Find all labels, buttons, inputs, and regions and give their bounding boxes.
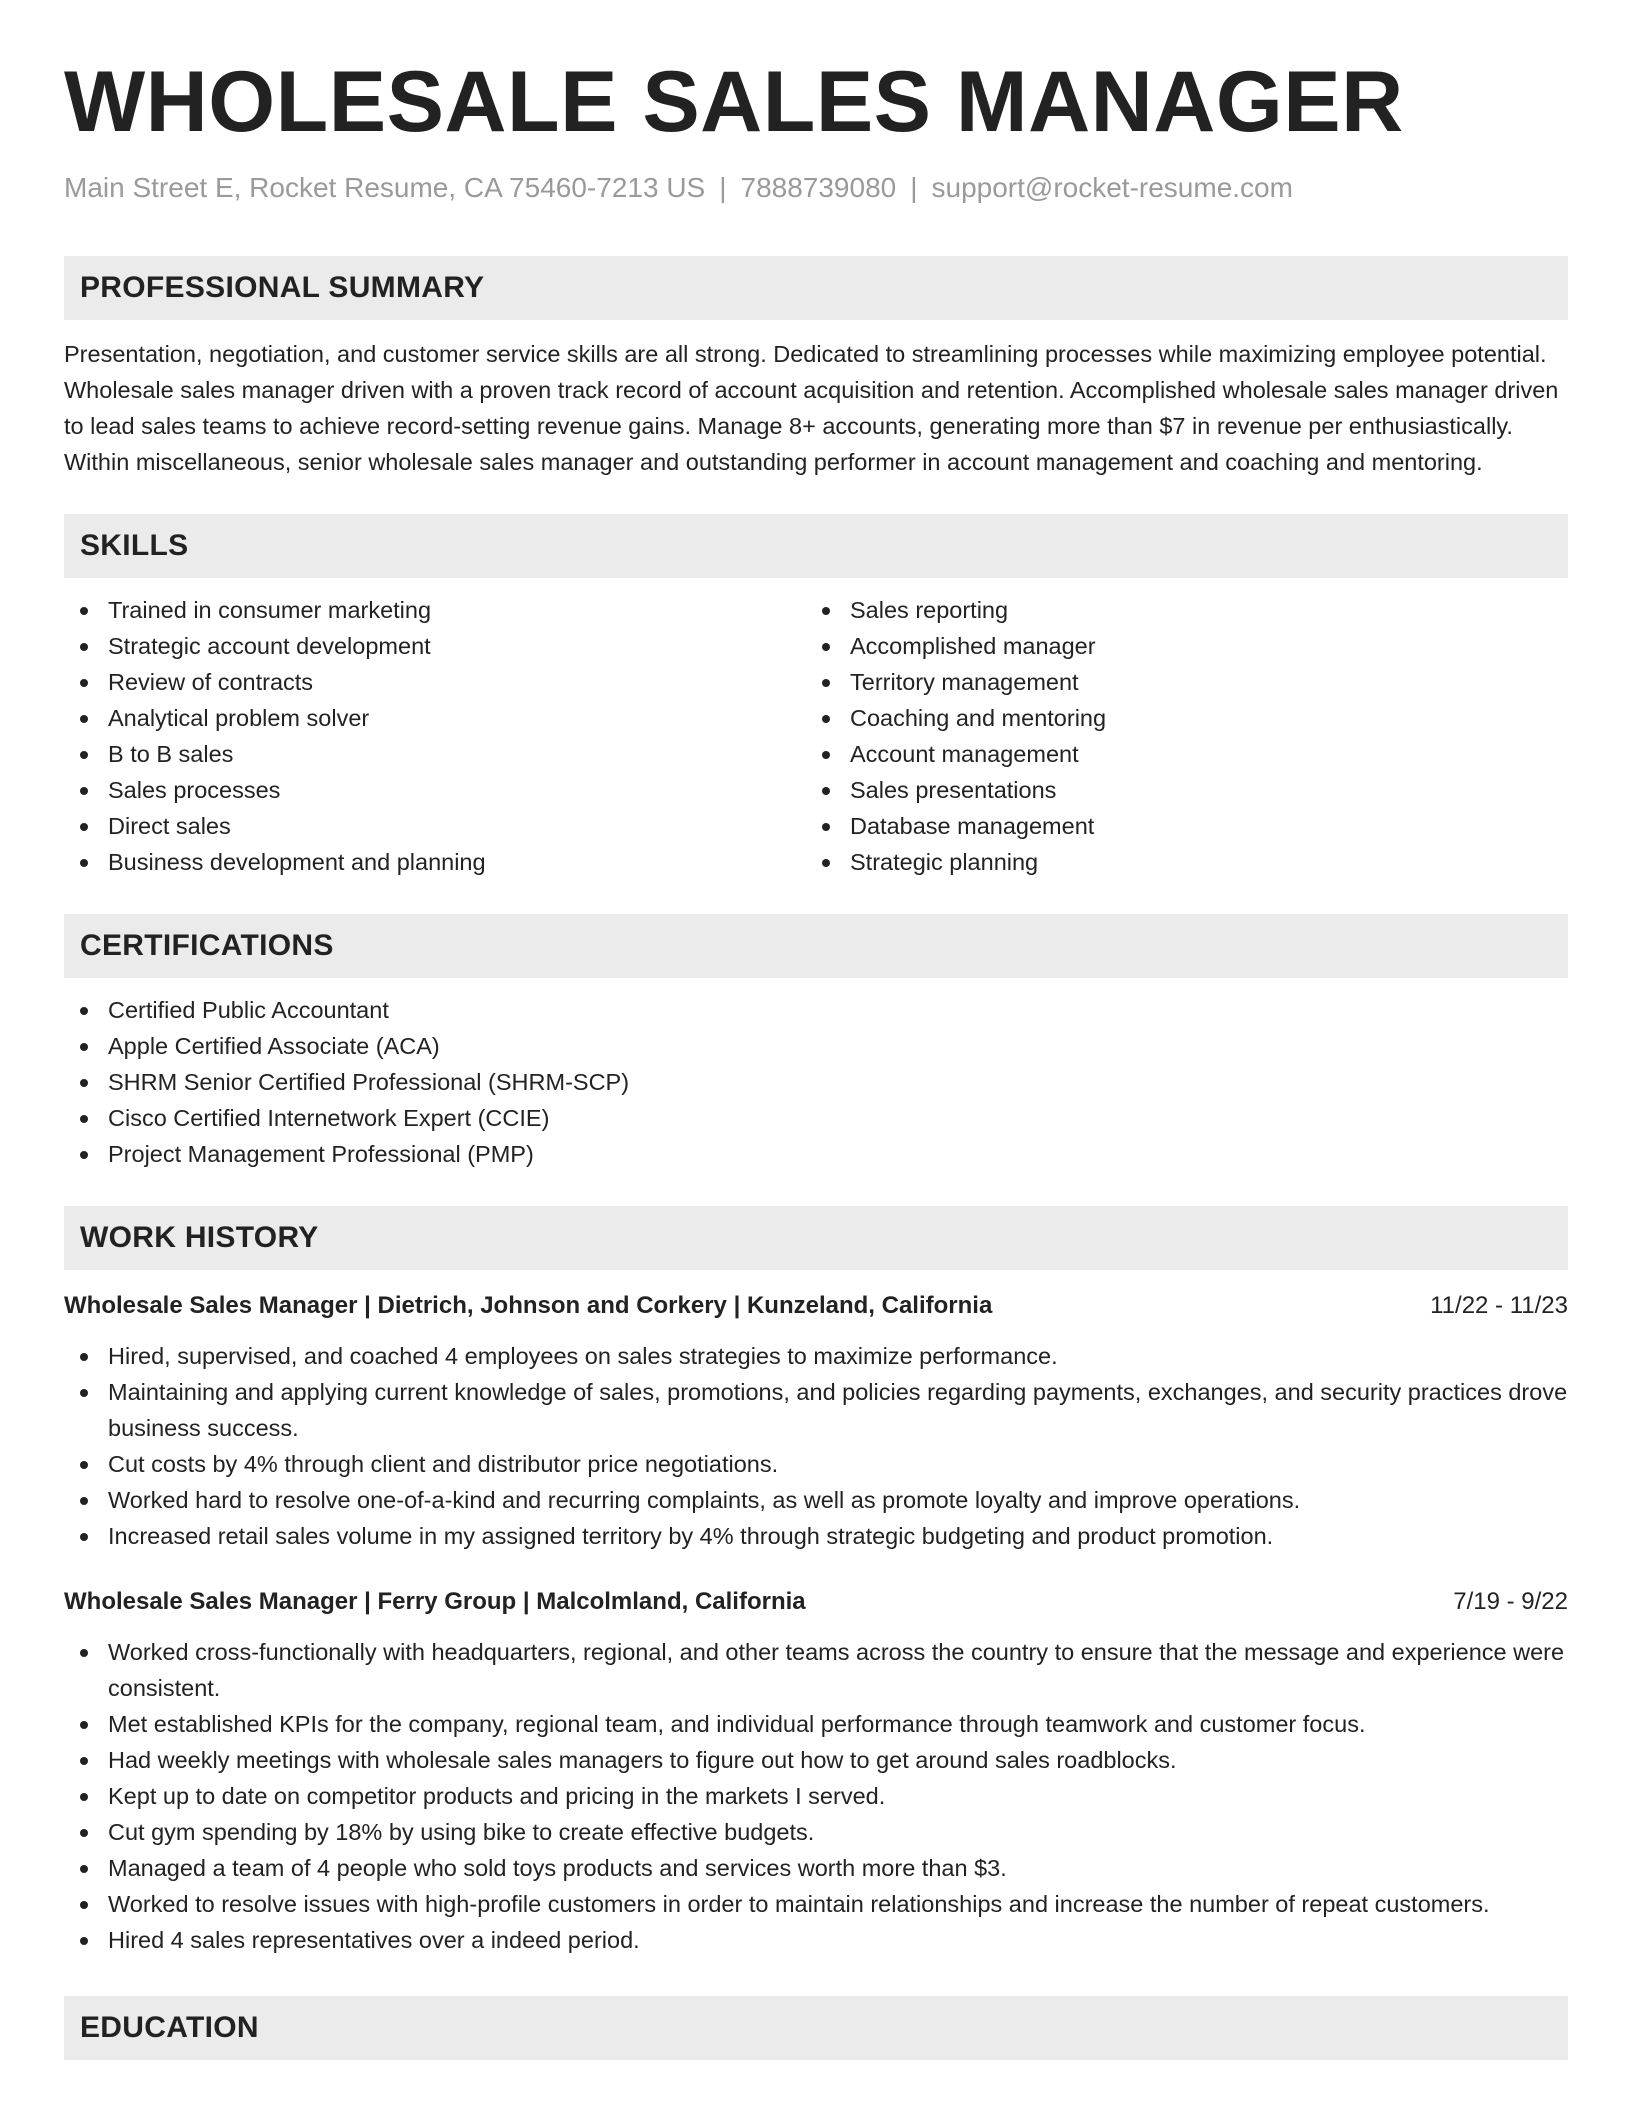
job-title: Wholesale Sales Manager | Ferry Group | Malcolmland, California bbox=[64, 1588, 806, 1615]
resume-page bbox=[64, 0, 1568, 2060]
skill-item: Strategic account development bbox=[64, 628, 806, 664]
certification-item: SHRM Senior Certified Professional (SHRM-SCP) bbox=[64, 1064, 1568, 1100]
skill-item: Sales presentations bbox=[806, 772, 1548, 808]
skills-grid bbox=[64, 592, 1568, 880]
certification-item: Project Management Professional (PMP) bbox=[64, 1136, 1568, 1172]
section-heading-summary: PROFESSIONAL SUMMARY bbox=[64, 256, 1568, 320]
job-bullet: Worked hard to resolve one-of-a-kind and recurring complaints, as well as promote loyalty and improve operations. bbox=[64, 1482, 1568, 1518]
contact-address: Main Street E, Rocket Resume, CA 75460-7213 US bbox=[64, 172, 706, 203]
job-bullet: Hired, supervised, and coached 4 employees on sales strategies to maximize performance. bbox=[64, 1338, 1568, 1374]
section-heading-skills: SKILLS bbox=[64, 514, 1568, 578]
job-entry bbox=[64, 1288, 1568, 1554]
skill-item: Account management bbox=[806, 736, 1548, 772]
certification-item: Apple Certified Associate (ACA) bbox=[64, 1028, 1568, 1064]
skill-item: Sales reporting bbox=[806, 592, 1548, 628]
skill-item: Review of contracts bbox=[64, 664, 806, 700]
job-bullet: Cut gym spending by 18% by using bike to create effective budgets. bbox=[64, 1814, 1568, 1850]
job-bullet: Met established KPIs for the company, regional team, and individual performance through teamwork and customer focus. bbox=[64, 1706, 1568, 1742]
job-bullet: Hired 4 sales representatives over a indeed period. bbox=[64, 1922, 1568, 1958]
certification-item: Cisco Certified Internetwork Expert (CCIE) bbox=[64, 1100, 1568, 1136]
job-bullet: Maintaining and applying current knowledge of sales, promotions, and policies regarding payments, exchanges, and security practices drove business success. bbox=[64, 1374, 1568, 1446]
job-bullet: Worked to resolve issues with high-profile customers in order to maintain relationships and increase the number of repeat customers. bbox=[64, 1886, 1568, 1922]
skill-item: B to B sales bbox=[64, 736, 806, 772]
skill-item: Trained in consumer marketing bbox=[64, 592, 806, 628]
skill-item: Analytical problem solver bbox=[64, 700, 806, 736]
section-heading-certifications: CERTIFICATIONS bbox=[64, 914, 1568, 978]
skill-item: Database management bbox=[806, 808, 1548, 844]
skill-item: Sales processes bbox=[64, 772, 806, 808]
certification-item: Certified Public Accountant bbox=[64, 992, 1568, 1028]
skill-item: Coaching and mentoring bbox=[806, 700, 1548, 736]
job-dates: 7/19 - 9/22 bbox=[1453, 1588, 1568, 1615]
job-dates: 11/22 - 11/23 bbox=[1430, 1292, 1568, 1319]
skills-list-right bbox=[806, 592, 1548, 880]
job-bullet: Cut costs by 4% through client and distributor price negotiations. bbox=[64, 1446, 1568, 1482]
job-bullet: Increased retail sales volume in my assigned territory by 4% through strategic budgeting and product promotion. bbox=[64, 1518, 1568, 1554]
certifications-list bbox=[64, 992, 1568, 1172]
job-title: Wholesale Sales Manager | Dietrich, Johnson and Corkery | Kunzeland, California bbox=[64, 1292, 993, 1319]
job-header bbox=[64, 1584, 1568, 1620]
skills-list-left bbox=[64, 592, 806, 880]
skill-item: Business development and planning bbox=[64, 844, 806, 880]
section-heading-work-history: WORK HISTORY bbox=[64, 1206, 1568, 1270]
job-bullet: Had weekly meetings with wholesale sales managers to figure out how to get around sales roadblocks. bbox=[64, 1742, 1568, 1778]
job-bullets bbox=[64, 1634, 1568, 1958]
contact-line bbox=[64, 170, 1568, 206]
skill-item: Direct sales bbox=[64, 808, 806, 844]
skill-item: Accomplished manager bbox=[806, 628, 1548, 664]
job-entry bbox=[64, 1584, 1568, 1958]
summary-text: Presentation, negotiation, and customer service skills are all strong. Dedicated to streamlining processes while maximizing employee potential. Wholesale sales manager driven with a proven track record of account acquisition and retention. Accomplished wholesale sales manager driven to lead sales teams to achieve record-setting revenue gains. Manage 8+ accounts, generating more than $7 in revenue per enthusiastically. Within miscellaneous, senior wholesale sales manager and outstanding performer in account management and coaching and mentoring. bbox=[64, 341, 1559, 475]
job-bullets bbox=[64, 1338, 1568, 1554]
contact-separator: | bbox=[719, 172, 727, 203]
skills-column-left bbox=[64, 592, 806, 880]
contact-separator: | bbox=[910, 172, 918, 203]
job-bullet: Kept up to date on competitor products and pricing in the markets I served. bbox=[64, 1778, 1568, 1814]
section-heading-education: EDUCATION bbox=[64, 1996, 1568, 2060]
skill-item: Territory management bbox=[806, 664, 1548, 700]
skills-column-right bbox=[806, 592, 1548, 880]
job-bullet: Worked cross-functionally with headquarters, regional, and other teams across the country to ensure that the message and experience were consistent. bbox=[64, 1634, 1568, 1706]
contact-email: support@rocket-resume.com bbox=[931, 172, 1293, 203]
contact-phone: 7888739080 bbox=[740, 172, 897, 203]
skill-item: Strategic planning bbox=[806, 844, 1548, 880]
job-header bbox=[64, 1288, 1568, 1324]
job-bullet: Managed a team of 4 people who sold toys products and services worth more than $3. bbox=[64, 1850, 1568, 1886]
resume-name: WHOLESALE SALES MANAGER bbox=[64, 54, 1404, 150]
